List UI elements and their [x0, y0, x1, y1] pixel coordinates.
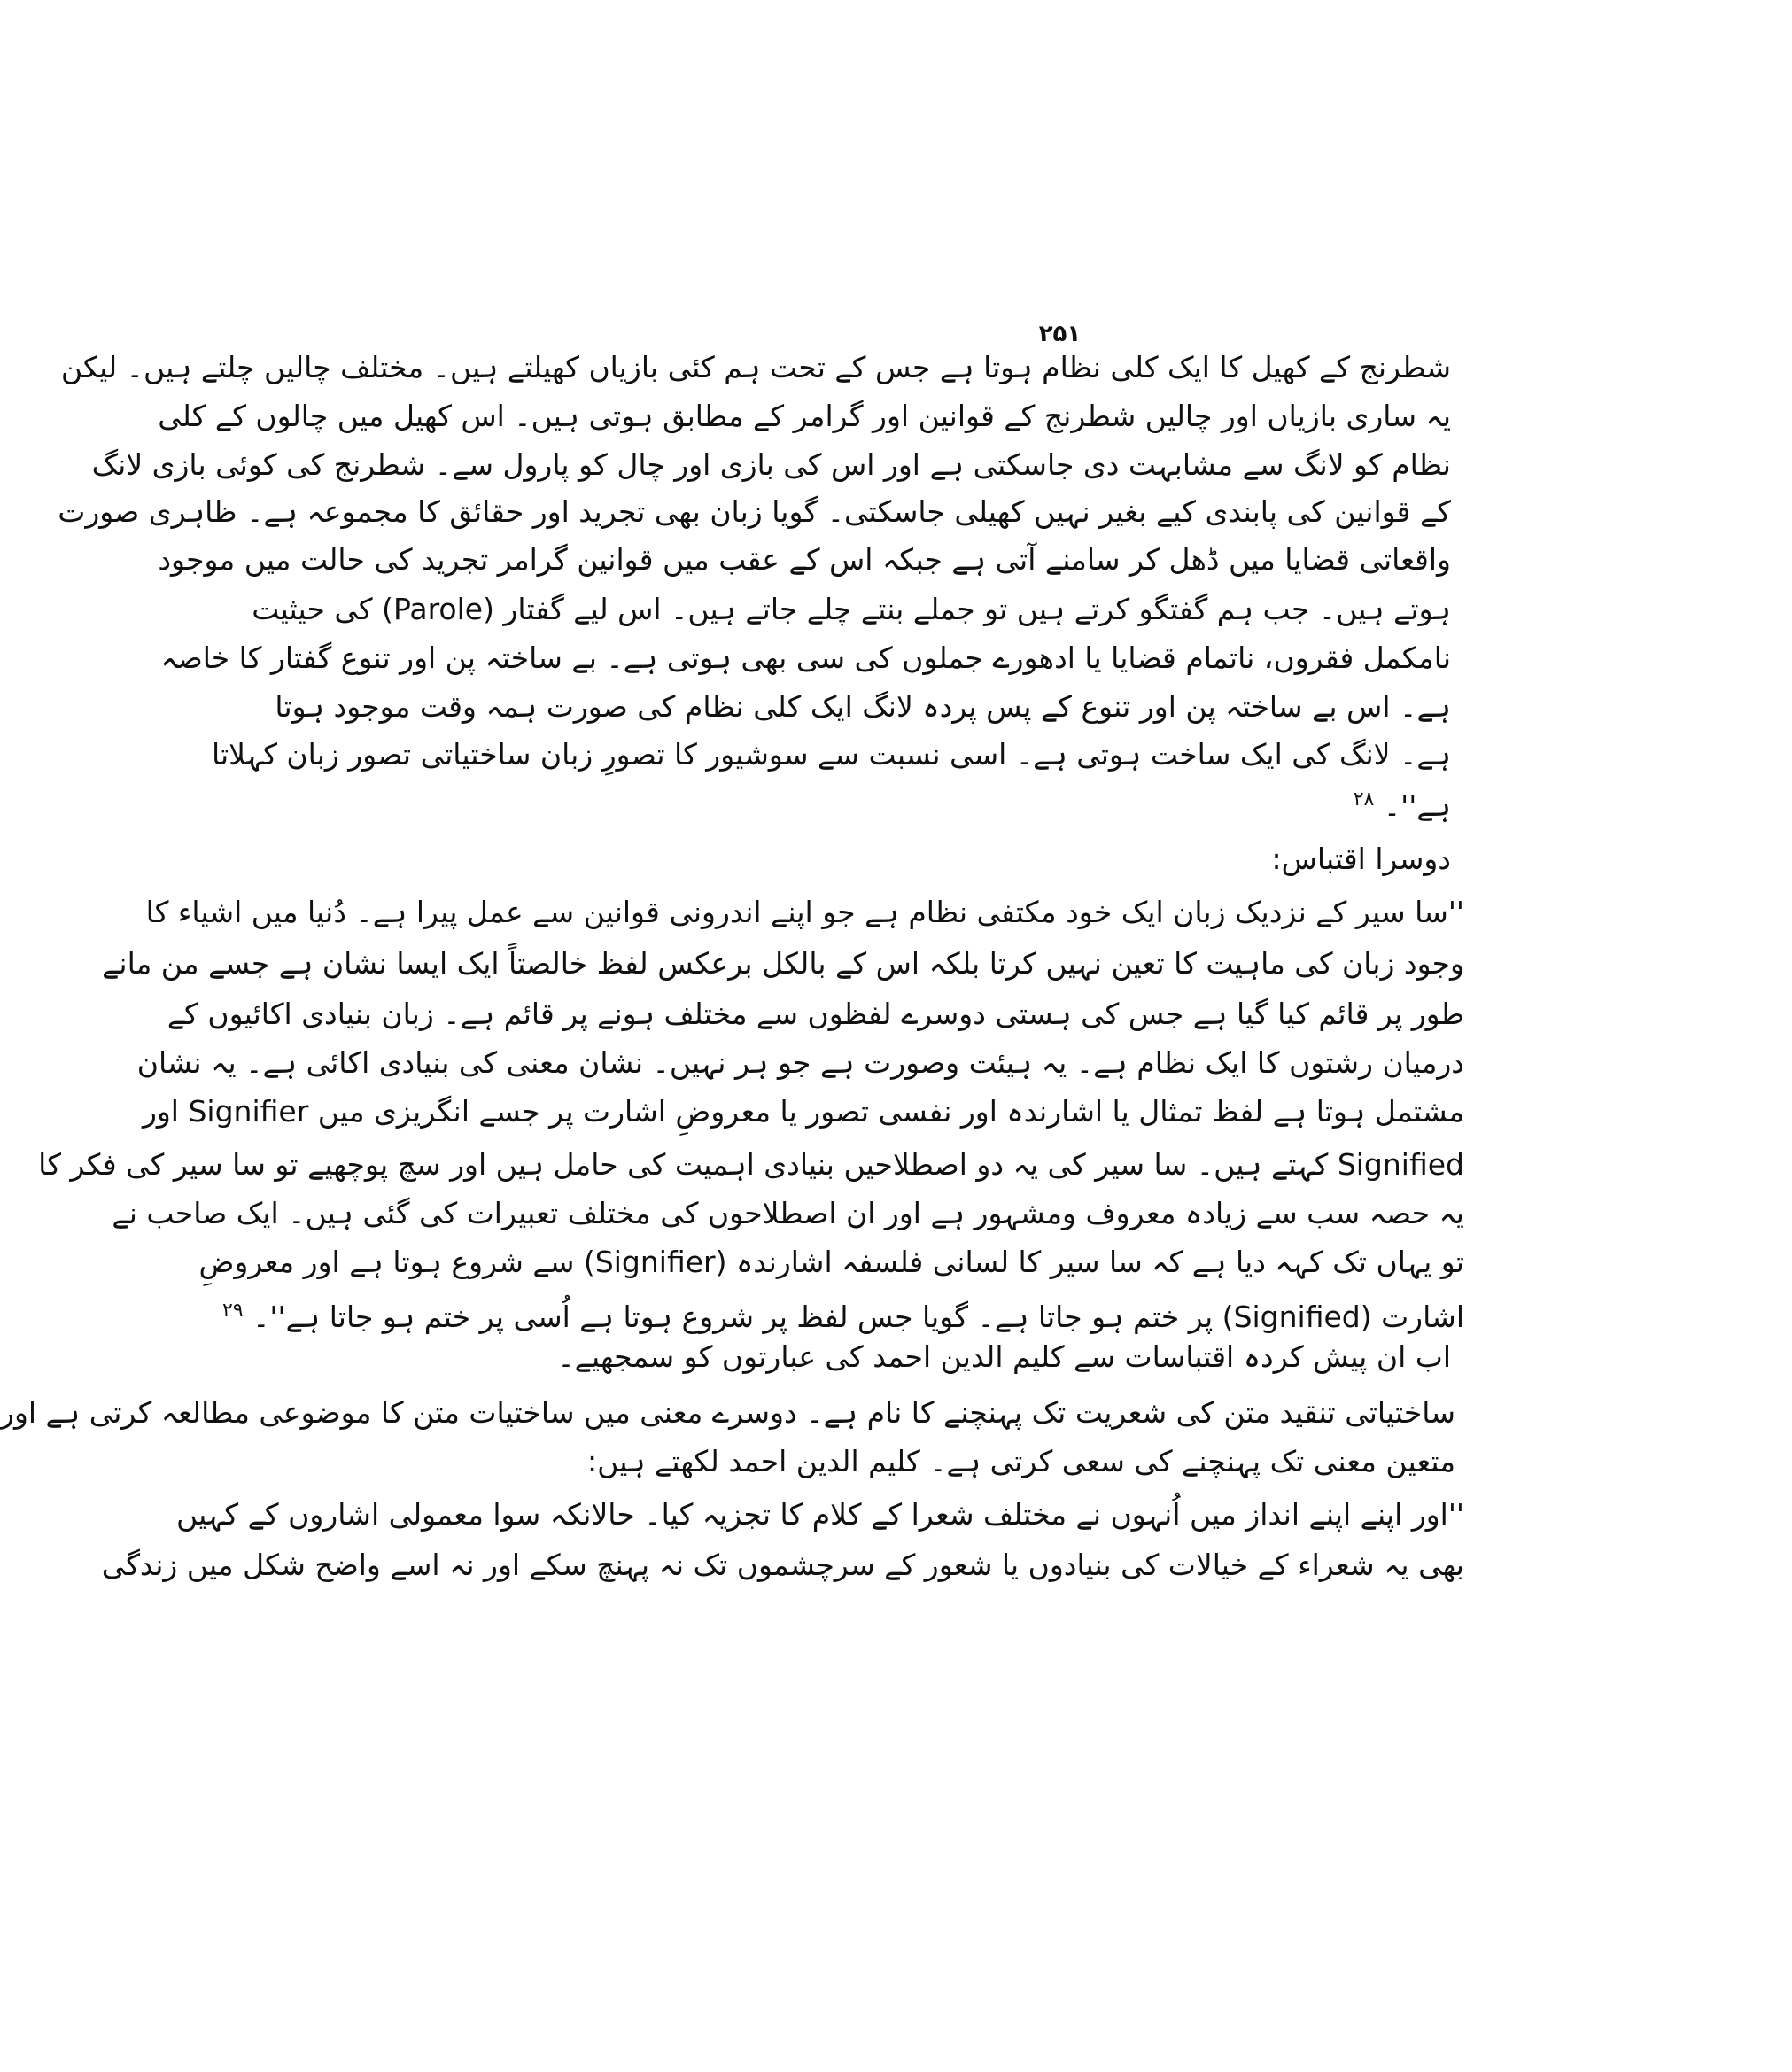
- text-line: یہ حصہ سب سے زیادہ معروف ومشہور ہے اور ان اصطلاحوں کی مختلف تعبیرات کی گئی ہیں۔ ایک صاحب نے: [112, 1196, 1464, 1230]
- text-line: ہے۔ اس بے ساختہ پن اور تنوع کے پس پردہ لانگ ایک کلی نظام کی صورت ہمہ وقت موجود ہوتا: [275, 689, 1451, 724]
- text-line: Signified کہتے ہیں۔ سا سیر کی یہ دو اصطلاحیں بنیادی اہمیت کی حامل ہیں اور سچ پوچھیے تو سا سیر کی فکر کا: [38, 1147, 1464, 1182]
- text-line: ''اور اپنے اپنے انداز میں اُنہوں نے مختلف شعرا کے کلام کا تجزیہ کیا۔ حالانکہ سوا معمولی اشاروں کے کہیں: [175, 1497, 1464, 1532]
- text-line: شطرنج کے کھیل کا ایک کلی نظام ہوتا ہے جس کے تحت ہم کئی بازیاں کھیلتے ہیں۔ مختلف چالیں چلتے ہیں۔ لیکن: [60, 350, 1451, 384]
- text-line: ساختیاتی تنقید متن کی شعریت تک پہنچنے کا نام ہے۔ دوسرے معنی میں ساختیات متن کا موضوعی مطالعہ کرتی ہے اور: [0, 1395, 1455, 1430]
- text-line: ہوتے ہیں۔ جب ہم گفتگو کرتے ہیں تو جملے بنتے چلے جاتے ہیں۔ اس لیے گفتار (Parole) کی حیثیت: [252, 592, 1451, 626]
- page-number: ۲۵۱: [1038, 321, 1082, 347]
- paragraph-end-line: [671, 778, 1451, 822]
- text-line: مشتمل ہوتا ہے لفظ تمثال یا اشارندہ اور نفسی تصور یا معروضِ اشارت پر جسے انگریزی میں Signifier اور: [142, 1094, 1464, 1129]
- text-line: کے قوانین کی پابندی کیے بغیر نہیں کھیلی جاسکتی۔ گویا زبان بھی تجرید اور حقائق کا مجموعہ ہے۔ ظاہری صورت: [58, 494, 1451, 529]
- text-line: نظام کو لانگ سے مشابہت دی جاسکتی ہے اور اس کی بازی اور چال کو پارول سے۔ شطرنج کی کوئی بازی لانگ: [91, 447, 1451, 482]
- text-line: وجود زبان کی ماہیت کا تعین نہیں کرتا بلکہ اس کے بالکل برعکس لفظ خالصتاً ایک ایسا نشان ہے جسے من مانے: [102, 946, 1464, 981]
- text-line: اشارت (Signified) پر ختم ہو جاتا ہے۔ گویا جس لفظ پر شروع ہوتا ہے اُسی پر ختم ہو جاتا ہے''۔: [252, 1300, 1464, 1334]
- paragraph-end-line: [221, 1289, 1464, 1334]
- text-line: ''سا سیر کے نزدیک زبان ایک خود مکتفی نظام ہے جو اپنے اندرونی قوانین سے عمل پیرا ہے۔ دُنیا میں اشیاء کا: [145, 895, 1464, 929]
- text-line: واقعاتی قضایا میں ڈھل کر سامنے آتی ہے جبکہ اس کے عقب میں قوانین گرامر تجرید کی حالت میں موجود: [158, 542, 1451, 577]
- text-line: طور پر قائم کیا گیا ہے جس کی ہستی دوسرے لفظوں سے مختلف ہونے پر قائم ہے۔ زبان بنیادی اکائیوں کے: [167, 997, 1464, 1031]
- section-heading: دوسرا اقتباس:: [1271, 842, 1451, 876]
- transition-sentence: اب ان پیش کردہ اقتباسات سے کلیم الدین احمد کی عبارتوں کو سمجھیے۔: [557, 1339, 1451, 1374]
- text-line: درمیان رشتوں کا ایک نظام ہے۔ یہ ہیئت وصورت ہے جو ہر نہیں۔ نشان معنی کی بنیادی اکائی ہے۔ یہ نشان: [136, 1045, 1464, 1080]
- text-line: ہے''۔: [1383, 788, 1451, 823]
- footnote-marker: ۲۸: [1353, 788, 1375, 811]
- text-line: متعین معنی تک پہنچنے کی سعی کرتی ہے۔ کلیم الدین احمد لکھتے ہیں:: [587, 1444, 1455, 1478]
- text-line: نامکمل فقروں، ناتمام قضایا یا ادھورے جملوں کی سی بھی ہوتی ہے۔ بے ساختہ پن اور تنوع گفتار کا خاصہ: [160, 640, 1451, 675]
- footnote-marker: ۲۹: [221, 1300, 244, 1322]
- text-line: ہے۔ لانگ کی ایک ساخت ہوتی ہے۔ اسی نسبت سے سوشیور کا تصورِ زبان ساختیاتی تصور زبان کہلاتا: [211, 737, 1451, 772]
- text-line: یہ ساری بازیاں اور چالیں شطرنج کے قوانین اور گرامر کے مطابق ہوتی ہیں۔ اس کھیل میں چالوں کے کلی: [158, 399, 1451, 433]
- text-line: تو یہاں تک کہہ دیا ہے کہ سا سیر کا لسانی فلسفہ اشارندہ (Signifier) سے شروع ہوتا ہے اور معروضِ: [198, 1245, 1464, 1279]
- text-line: بھی یہ شعراء کے خیالات کی بنیادوں یا شعور کے سرچشموں تک نہ پہنچ سکے اور نہ اسے واضح شکل میں زندگی: [101, 1548, 1464, 1582]
